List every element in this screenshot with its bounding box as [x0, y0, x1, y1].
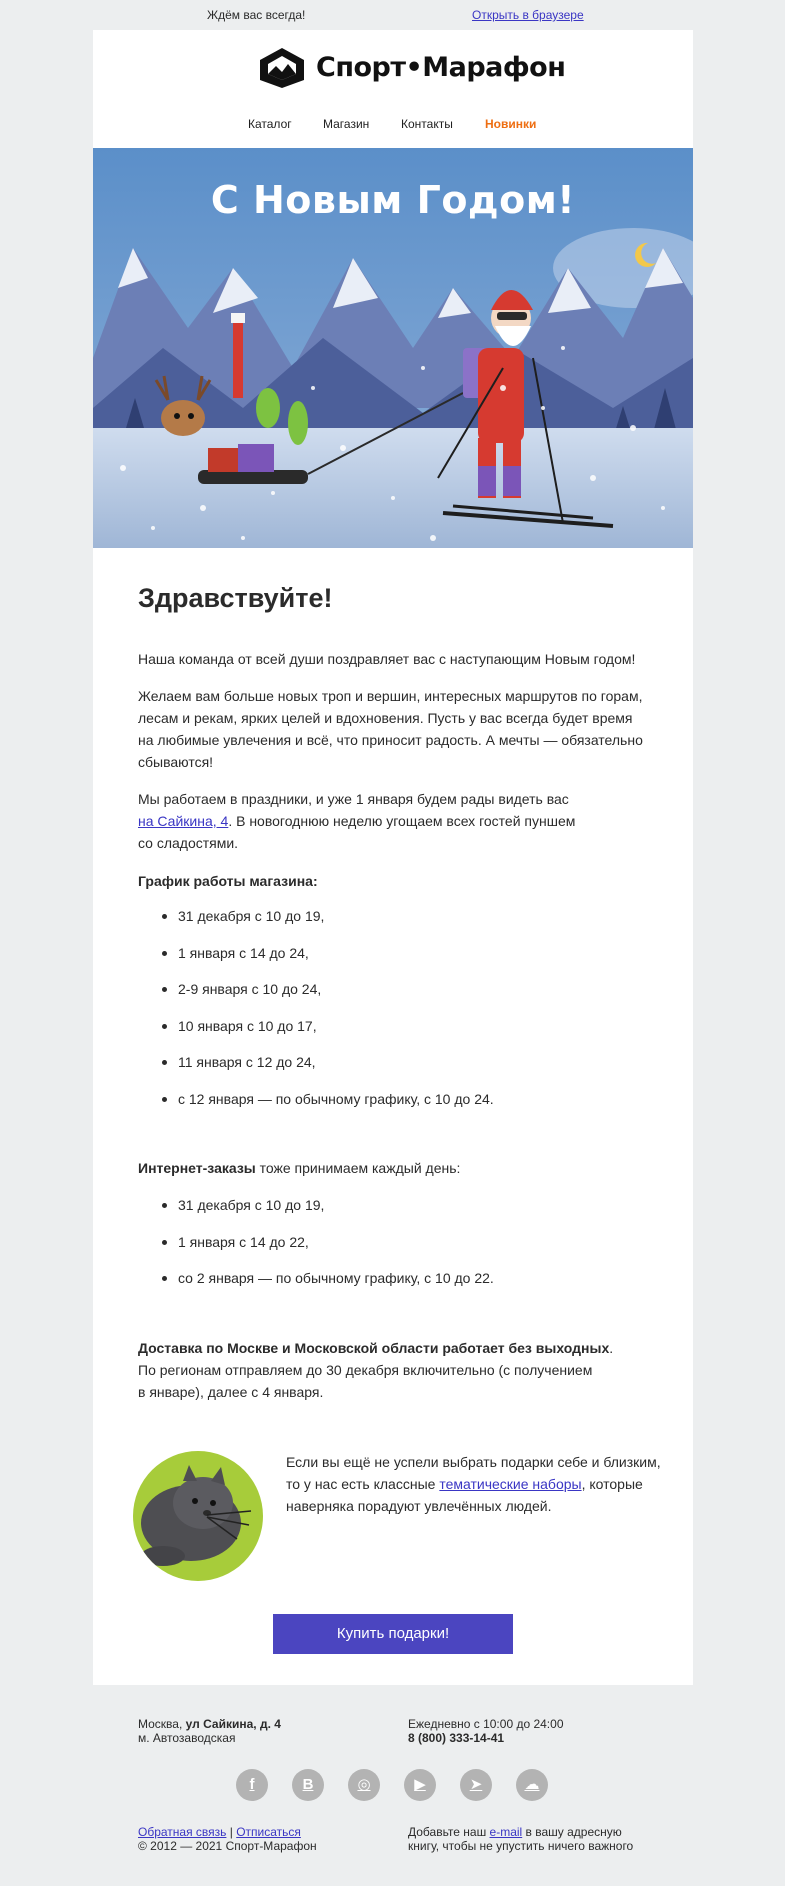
cat-toy-image: [133, 1451, 263, 1581]
list-item: 1 января с 14 до 22,: [138, 1231, 494, 1268]
footer-street: ул Сайкина, д. 4: [185, 1717, 281, 1731]
footer-phone[interactable]: 8 (800) 333-14-41: [408, 1731, 505, 1745]
soundcloud-icon[interactable]: ☁: [516, 1769, 548, 1801]
nav-item-store[interactable]: Магазин: [323, 117, 370, 131]
store-hours-title: График работы магазина:: [138, 873, 318, 889]
email-card: [93, 30, 693, 1685]
footer-links: [138, 1825, 317, 1853]
footer-hours: [408, 1717, 564, 1745]
nav-item-new[interactable]: Новинки: [485, 117, 537, 131]
list-item: 11 января с 12 до 24,: [138, 1051, 494, 1088]
list-item: со 2 января — по обычному графику, с 10 до 22.: [138, 1267, 494, 1304]
open-in-browser-link[interactable]: Открыть в браузере: [472, 8, 584, 22]
youtube-icon[interactable]: ▶: [404, 1769, 436, 1801]
promo-text: [286, 1451, 666, 1517]
greeting-heading: Здравствуйте!: [138, 583, 333, 613]
online-orders-rest: тоже принимаем каждый день:: [255, 1160, 461, 1176]
store-hours-list: [138, 905, 494, 1124]
feedback-link[interactable]: Обратная связь: [138, 1825, 227, 1839]
promo-text-after: , которые наверняка порадуют увлечённых людей.: [286, 1476, 643, 1514]
list-item: с 12 января — по обычному графику, с 10 до 24.: [138, 1088, 494, 1125]
footer-address: [138, 1717, 281, 1745]
telegram-icon[interactable]: ➤: [460, 1769, 492, 1801]
delivery-period: .: [609, 1340, 614, 1356]
paragraph-holidays: [138, 788, 588, 854]
footer-add-contact: [408, 1825, 668, 1853]
gift-sets-link[interactable]: тематические наборы: [439, 1476, 582, 1492]
buy-gifts-button[interactable]: Купить подарки!: [273, 1614, 513, 1654]
list-item: 31 декабря с 10 до 19,: [138, 905, 494, 942]
list-item: 1 января с 14 до 24,: [138, 942, 494, 979]
paragraph-congrats: Наша команда от всей души поздравляет вас с наступающим Новым годом!: [138, 651, 636, 667]
delivery-line-3: в январе), далее с 4 января.: [138, 1384, 324, 1400]
email-link[interactable]: e-mail: [489, 1825, 523, 1839]
copyright: © 2012 — 2021 Спорт-Марафон: [138, 1839, 317, 1853]
nav-item-contacts[interactable]: Контакты: [401, 117, 453, 131]
add-email-line-2: книгу, чтобы не упустить ничего важного: [408, 1839, 634, 1853]
add-email-before: Добавьте наш: [408, 1825, 490, 1839]
footer-working-hours: Ежедневно с 10:00 до 24:00: [408, 1717, 564, 1731]
footer-metro: м. Автозаводская: [138, 1731, 236, 1745]
holidays-text-before: Мы работаем в праздники, и уже 1 января будем рады видеть вас: [138, 791, 569, 807]
list-item: 2-9 января с 10 до 24,: [138, 978, 494, 1015]
promo-text-before: Если вы ещё не успели выбрать подарки себе и близким, то у нас есть классные: [286, 1454, 661, 1492]
footer-city: Москва,: [138, 1717, 186, 1731]
gifts-promo: [133, 1451, 661, 1591]
facebook-icon[interactable]: f: [236, 1769, 268, 1801]
brand-logo[interactable]: [256, 44, 566, 92]
unsubscribe-link[interactable]: Отписаться: [236, 1825, 301, 1839]
preheader: [93, 0, 693, 30]
list-item: 10 января с 10 до 17,: [138, 1015, 494, 1052]
instagram-icon[interactable]: ◎: [348, 1769, 380, 1801]
cat-toy-icon: [133, 1451, 263, 1581]
holidays-text-after: . В новогоднюю неделю угощаем всех гостей пуншем со сладостями.: [138, 813, 576, 851]
delivery-bold: Доставка по Москве и Московской области работает без выходных: [138, 1340, 610, 1356]
store-address-link[interactable]: на Сайкина, 4: [138, 813, 229, 829]
vk-icon[interactable]: В: [292, 1769, 324, 1801]
delivery-paragraph: [138, 1337, 658, 1403]
mountain-logo-icon: [256, 44, 308, 92]
list-item: 31 декабря с 10 до 19,: [138, 1194, 494, 1231]
preheader-tagline: Ждём вас всегда!: [207, 8, 306, 22]
online-hours-list: [138, 1194, 494, 1304]
online-orders-bold: Интернет-заказы: [138, 1160, 256, 1176]
paragraph-wishes: Желаем вам больше новых троп и вершин, интересных маршрутов по горам, лесам и рекам, ярких целей и вдохновения. Пусть у вас всегда будет время на любимые увлечения и всё, что приносит радость. А мечты — обязательно сбываются!: [138, 688, 643, 770]
brand-name: Спорт•Марафон: [316, 52, 566, 83]
new-year-banner[interactable]: [93, 148, 693, 548]
footer-separator: |: [226, 1825, 237, 1839]
nav-item-catalog[interactable]: Каталог: [248, 117, 292, 131]
add-email-after: в вашу адресную: [522, 1825, 622, 1839]
banner-title: С Новым Годом!: [210, 178, 576, 222]
online-orders-title: [138, 1157, 658, 1179]
top-nav: [93, 117, 693, 137]
delivery-line-2: По регионам отправляем до 30 декабря включительно (с получением: [138, 1362, 593, 1378]
